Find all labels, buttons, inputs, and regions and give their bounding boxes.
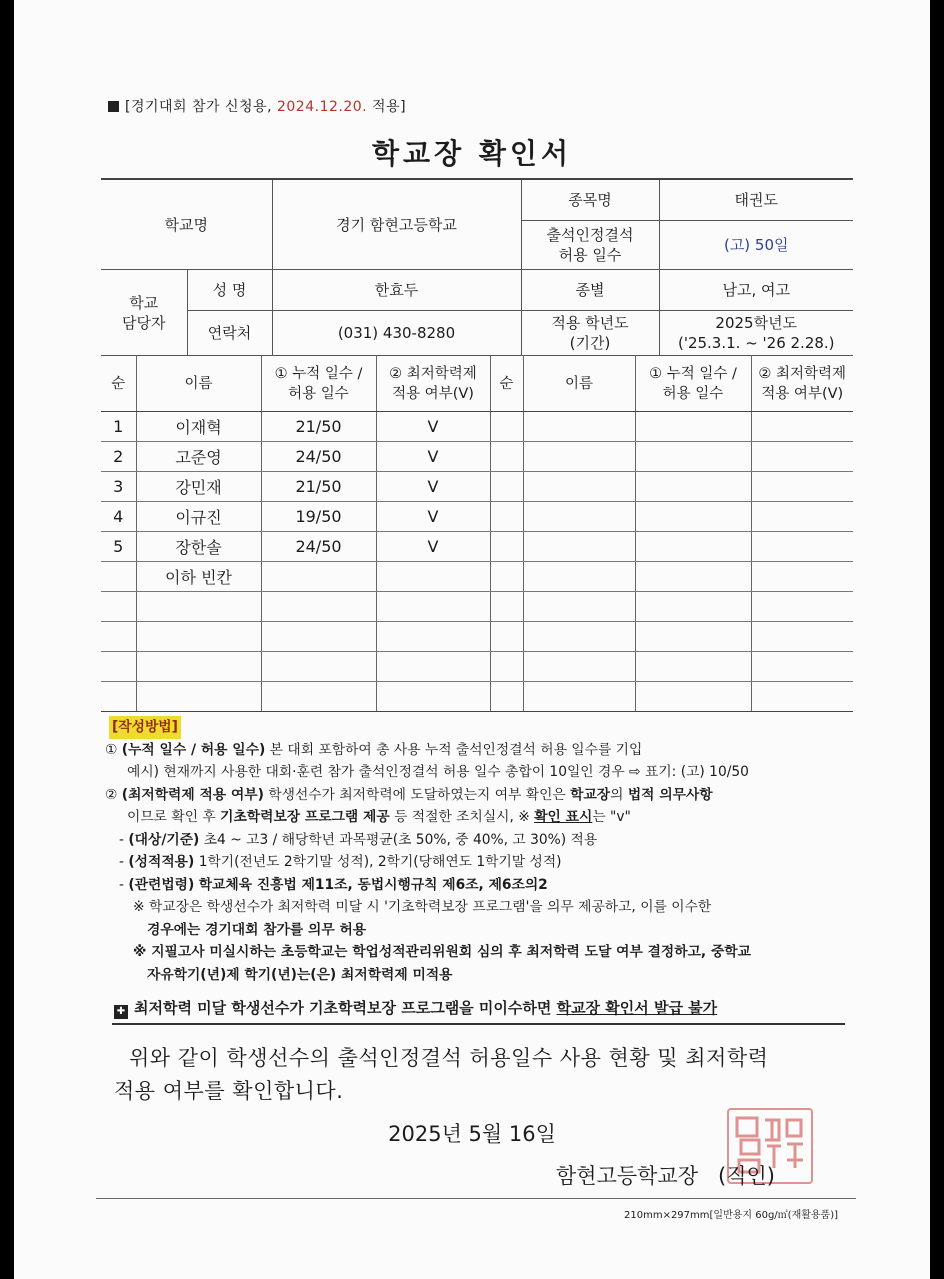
student-table: [101, 355, 853, 712]
name-label: 성 명: [187, 270, 272, 311]
header-no: 순: [101, 356, 136, 412]
header-days-2: ① 누적 일수 / 허용 일수: [635, 356, 751, 412]
row-no: 3: [101, 472, 136, 502]
instruction-item-2-cont: 이므로 확인 후 기초학력보장 프로그램 제공 등 적절한 조치실시, ※ 확인 표시는 "v": [127, 809, 631, 825]
allowance-value: (고) 50일: [659, 221, 853, 270]
instruction-item-2: ② (최저학력제 적용 여부) 학생선수가 최저학력에 도달하였는지 여부 확인은 학교장의 법적 의무사항: [105, 786, 713, 803]
instruction-item-1: ① (누적 일수 / 허용 일수) 본 대회 포함하여 총 사용 누적 출석인정결석 허용 일수를 기입: [105, 741, 643, 758]
school-value: 경기 함현고등학교: [272, 179, 521, 270]
row-name: 강민재: [136, 472, 261, 502]
row-check: V: [376, 532, 490, 562]
year-label: 적용 학년도 (기간): [521, 311, 659, 356]
table-row: [101, 442, 853, 472]
blank-note: 이하 빈칸: [136, 562, 261, 592]
row-days: 24/50: [261, 442, 376, 472]
header-name: 이름: [136, 356, 261, 412]
notice: ✚ 최저학력 미달 학생선수가 기초학력보장 프로그램을 미이수하면 학교장 확인서 발급 불가: [114, 997, 717, 1019]
info-table: [101, 178, 853, 356]
header-check: ② 최저학력제 적용 여부(V): [376, 356, 490, 412]
signer: 함현고등학교장 (직인): [556, 1164, 775, 1188]
table-row: [101, 562, 853, 592]
row-days: 21/50: [261, 412, 376, 442]
table-row: [101, 412, 853, 442]
instruction-note-2-cont: 자유학기(년)제 학기(년)는(은) 최저학력제 미적용: [147, 966, 453, 983]
paper-spec: 210mm×297mm[일반용지 60g/㎡(재활용품)]: [624, 1210, 839, 1221]
row-no: 5: [101, 532, 136, 562]
sport-value: 태권도: [659, 179, 853, 221]
page-title: 학교장 확인서: [371, 137, 573, 170]
instruction-example: 예시) 현재까지 사용한 대회·훈련 참가 출석인정결석 허용 일수 총합이 10일인 경우 ⇨ 표기: (고) 10/50: [127, 764, 749, 780]
notice-underlined: 학교장 확인서 발급 불가: [556, 999, 718, 1017]
instruction-note-1: ※ 학교장은 학생선수가 최저학력 미달 시 '기초학력보장 프로그램'을 의무 제공하고, 이를 이수한: [133, 899, 712, 915]
divider: [112, 1023, 845, 1025]
table-row: [101, 472, 853, 502]
instruction-sub-1: - (대상/기준) 초4 ~ 고3 / 해당학년 과목평균(초 50%, 중 40%, 고 30%) 적용: [119, 831, 598, 848]
issue-date: 2025년 5월 16일: [388, 1122, 556, 1146]
instructions-heading: [작성방법]: [109, 716, 181, 739]
row-no: 4: [101, 502, 136, 532]
confirmation-text: 위와 같이 학생선수의 출석인정결석 허용일수 사용 현황 및 최저학력 적용 여부를 확인합니다.: [114, 1046, 769, 1103]
table-row: [101, 502, 853, 532]
header-no-2: 순: [490, 356, 523, 412]
row-name: 이규진: [136, 502, 261, 532]
instruction-note-1-cont: 경우에는 경기대회 참가를 의무 허용: [147, 921, 367, 938]
bullet-square-icon: [108, 101, 119, 112]
instruction-sub-2: - (성적적용) 1학기(전년도 2학기말 성적), 2학기(당해연도 1학기말 성적): [119, 854, 562, 870]
row-days: 24/50: [261, 532, 376, 562]
type-value: 남고, 여고: [659, 270, 853, 311]
type-label: 종별: [521, 270, 659, 311]
row-name: 고준영: [136, 442, 261, 472]
instruction-note-2: ※ 지필고사 미실시하는 초등학교는 학업성적관리위원회 심의 후 최저학력 도달 여부 결정하고, 중학교: [133, 944, 751, 960]
school-label: 학교명: [101, 179, 272, 270]
row-name: 이재혁: [136, 412, 261, 442]
instructions: [105, 716, 865, 986]
manager-label: 학교 담당자: [101, 270, 187, 356]
contact-value: (031) 430-8280: [272, 311, 521, 356]
row-check: V: [376, 412, 490, 442]
year-value: 2025학년도 ('25.3.1. ~ '26 2.28.): [659, 311, 853, 356]
header-check-2: ② 최저학력제 적용 여부(V): [751, 356, 853, 412]
header-days: ① 누적 일수 / 허용 일수: [261, 356, 376, 412]
table-row: [101, 592, 853, 622]
header-name-2: 이름: [523, 356, 635, 412]
table-row: [101, 652, 853, 682]
row-days: 19/50: [261, 502, 376, 532]
row-check: V: [376, 502, 490, 532]
row-name: 장한솔: [136, 532, 261, 562]
notice-box-icon: ✚: [114, 1005, 128, 1019]
allowance-label: 출석인정결석 허용 일수: [521, 221, 659, 270]
instruction-sub-3: - (관련법령) 학교체육 진흥법 제11조, 동법시행규칙 제6조, 제6조의2: [119, 876, 548, 893]
document-page: [14, 0, 930, 1279]
form-tag: [경기대회 참가 신청용, 2024.12.20. 적용]: [108, 96, 406, 116]
row-days: 21/50: [261, 472, 376, 502]
table-row: [101, 532, 853, 562]
row-no: 1: [101, 412, 136, 442]
form-tag-date: 2024.12.20.: [276, 99, 368, 115]
row-no: 2: [101, 442, 136, 472]
table-row: [101, 622, 853, 652]
name-value: 한효두: [272, 270, 521, 311]
table-header-row: [101, 356, 853, 412]
contact-label: 연락처: [187, 311, 272, 356]
divider: [96, 1198, 856, 1199]
row-check: V: [376, 442, 490, 472]
row-check: V: [376, 472, 490, 502]
table-row: [101, 682, 853, 712]
sport-label: 종목명: [521, 179, 659, 221]
